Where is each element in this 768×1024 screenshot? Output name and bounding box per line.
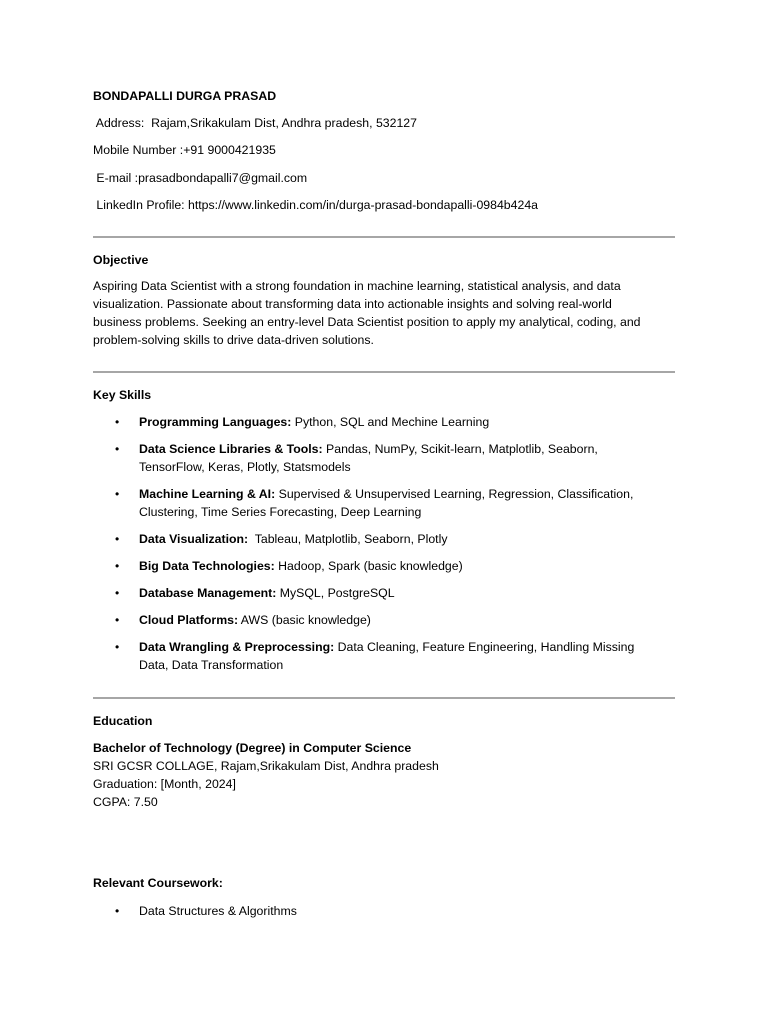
- bullet-icon: •: [115, 613, 120, 627]
- bullet-icon: •: [115, 442, 120, 456]
- section-divider: [93, 371, 675, 373]
- skill-label: Cloud Platforms:: [139, 613, 239, 627]
- skill-value-continued: Clustering, Time Series Forecasting, Deep Learning: [139, 505, 422, 519]
- bullet-icon: •: [115, 904, 120, 918]
- email-line: E-mail :prasadbondapalli7@gmail.com: [93, 171, 308, 185]
- skill-label: Big Data Technologies:: [139, 559, 275, 573]
- skill-value: Supervised & Unsupervised Learning, Regression, Classification,: [275, 487, 634, 501]
- coursework-list: [93, 902, 675, 920]
- objective-heading: Objective: [93, 253, 149, 267]
- skill-value: MySQL, PostgreSQL: [276, 586, 395, 600]
- skill-label: Database Management:: [139, 586, 277, 600]
- skill-item: [93, 638, 675, 674]
- skills-list: [93, 413, 675, 674]
- skill-value: Pandas, NumPy, Scikit-learn, Matplotlib, Seaborn,: [322, 442, 598, 456]
- address-line: Address: Rajam,Srikakulam Dist, Andhra pradesh, 532127: [93, 116, 417, 130]
- objective-line: Aspiring Data Scientist with a strong foundation in machine learning, statistical analysis, and data: [93, 279, 621, 293]
- education-details: [93, 739, 675, 811]
- objective-line: business problems. Seeking an entry-level Data Scientist position to apply my analytical, coding, and: [93, 315, 641, 329]
- skill-item: [93, 440, 675, 476]
- education-heading: Education: [93, 714, 153, 728]
- linkedin-line: LinkedIn Profile: https://www.linkedin.com/in/durga-prasad-bondapalli-0984b424a: [93, 198, 539, 212]
- section-divider: [93, 697, 675, 699]
- college-name: SRI GCSR COLLAGE, Rajam,Srikakulam Dist, Andhra pradesh: [93, 759, 439, 773]
- bullet-icon: •: [115, 559, 120, 573]
- objective-line: problem-solving skills to drive data-driven solutions.: [93, 333, 374, 347]
- skill-item: [93, 413, 675, 431]
- coursework-heading: Relevant Coursework:: [93, 876, 223, 890]
- bullet-icon: •: [115, 640, 120, 654]
- mobile-line: Mobile Number :+91 9000421935: [93, 143, 276, 157]
- candidate-name: BONDAPALLI DURGA PRASAD: [93, 89, 277, 103]
- skill-value: AWS (basic knowledge): [238, 613, 371, 627]
- graduation-date: Graduation: [Month, 2024]: [93, 777, 236, 791]
- skill-item: [93, 611, 675, 629]
- skill-item: [93, 530, 675, 548]
- skills-heading: Key Skills: [93, 388, 152, 402]
- bullet-icon: •: [115, 586, 120, 600]
- objective-line: visualization. Passionate about transforming data into actionable insights and solving real-world: [93, 297, 612, 311]
- objective-text: [93, 277, 675, 349]
- skill-label: Data Visualization:: [139, 532, 249, 546]
- skill-item: [93, 485, 675, 521]
- section-divider: [93, 236, 675, 238]
- skill-value: Hadoop, Spark (basic knowledge): [274, 559, 463, 573]
- skill-value: Data Cleaning, Feature Engineering, Handling Missing: [334, 640, 635, 654]
- coursework-item: [93, 902, 675, 920]
- bullet-icon: •: [115, 487, 120, 501]
- bullet-icon: •: [115, 532, 120, 546]
- degree-title: Bachelor of Technology (Degree) in Computer Science: [93, 741, 412, 755]
- coursework-label: Data Structures & Algorithms: [139, 904, 297, 918]
- skill-label: Machine Learning & AI:: [139, 487, 276, 501]
- skill-value-continued: TensorFlow, Keras, Plotly, Statsmodels: [139, 460, 351, 474]
- skill-label: Data Science Libraries & Tools:: [139, 442, 323, 456]
- skill-value: Tableau, Matplotlib, Seaborn, Plotly: [248, 532, 448, 546]
- cgpa-value: CGPA: 7.50: [93, 795, 158, 809]
- skill-label: Programming Languages:: [139, 415, 292, 429]
- skill-item: [93, 557, 675, 575]
- bullet-icon: •: [115, 415, 120, 429]
- skill-value-continued: Data, Data Transformation: [139, 658, 284, 672]
- skill-value: Python, SQL and Mechine Learning: [291, 415, 490, 429]
- skill-item: [93, 584, 675, 602]
- skill-label: Data Wrangling & Preprocessing:: [139, 640, 335, 654]
